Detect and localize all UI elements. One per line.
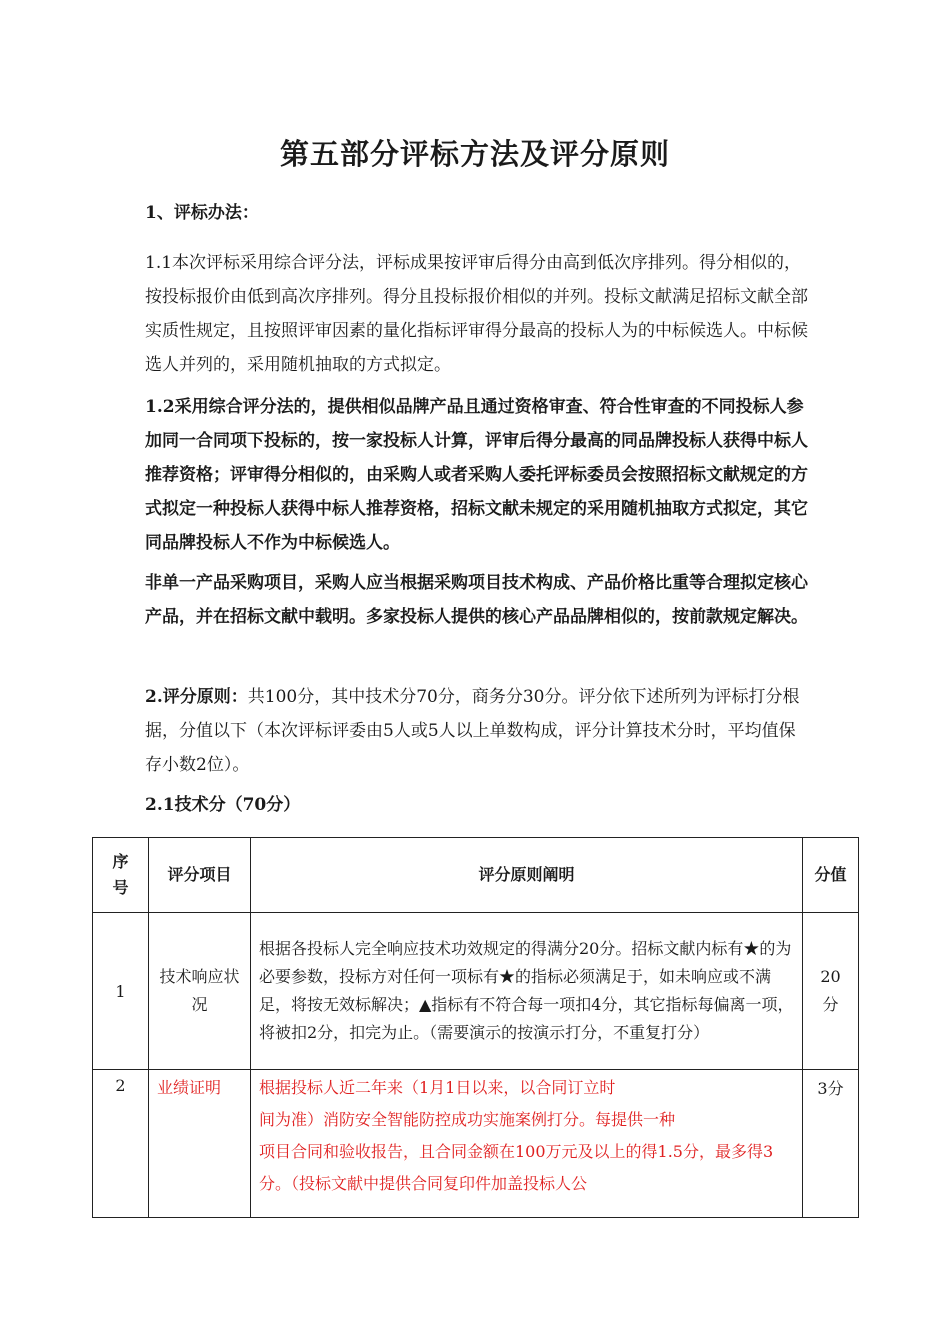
row-desc: [251, 1070, 803, 1218]
table-row: [93, 913, 859, 1070]
section-heading-1: 1、评标办法：: [145, 203, 259, 223]
scoring-principle-text: 共100分，其中技术分70分，商务分30分。评分依下述所列为评标打分根据，分值以下（本次评标评委由5人或5人以上单数构成，评分计算技术分时，平均值保存小数2位）。: [145, 687, 800, 775]
header-score: 分值: [803, 838, 859, 913]
header-seq: 序号: [93, 838, 149, 913]
technical-score-table: [92, 837, 859, 1218]
row-item: 业绩证明: [149, 1070, 251, 1218]
section-heading-2-1: 2.1技术分（70分）: [145, 795, 301, 815]
paragraph-core-product-text: 非单一产品采购项目，采购人应当根据采购项目技术构成、产品价格比重等合理拟定核心产品，并在招标文献中载明。多家投标人提供的核心产品品牌相似的，按前款规定解决。: [145, 573, 808, 627]
scoring-principle-lead: 2.评分原则：: [145, 687, 248, 707]
paragraph-scoring-principle: [145, 680, 810, 782]
row-score: 20分: [803, 913, 859, 1070]
row-seq: 2: [93, 1070, 149, 1218]
row-desc-line: 间为准）消防安全智能防控成功实施案例打分。每提供一种: [259, 1110, 676, 1129]
row-desc: 根据各投标人完全响应技术功效规定的得满分20分。招标文献内标有★的为必要参数，投标方对任何一项标有★的指标必须满足于，如未响应或不满足，将按无效标解决；▲指标有不符合每一项扣4分，其它指标每偏离一项，将被扣2分，扣完为止。（需要演示的按演示打分，不重复打分）: [251, 913, 803, 1070]
row-item: 技术响应状况: [149, 913, 251, 1070]
row-score: 3分: [803, 1070, 859, 1218]
row-desc-line: 项目合同和验收报告，且合同金额在100万元及以上的得1.5分，最多得3分。（投标文献中提供合同复印件加盖投标人公: [259, 1142, 774, 1193]
header-item: 评分项目: [149, 838, 251, 913]
table-header-row: [93, 838, 859, 913]
paragraph-1-2: [145, 390, 810, 560]
page-title: 第五部分评标方法及评分原则: [279, 137, 670, 171]
row-seq: 1: [93, 913, 149, 1070]
row-desc-line: 根据投标人近二年来（1月1日以来，以合同订立时: [259, 1078, 616, 1097]
paragraph-1-1: [145, 246, 810, 382]
paragraph-1-2-text: 1.2采用综合评分法的，提供相似品牌产品且通过资格审查、符合性审查的不同投标人参加同一合同项下投标的，按一家投标人计算，评审后得分最高的同品牌投标人获得中标人推荐资格；评审得分相似的，由采购人或者采购人委托评标委员会按照招标文献规定的方式拟定一种投标人获得中标人推荐资格，招标文献未规定的采用随机抽取方式拟定，其它同品牌投标人不作为中标候选人。: [145, 397, 808, 553]
paragraph-core-product: [145, 566, 810, 634]
paragraph-1-1-text: 1.1本次评标采用综合评分法，评标成果按评审后得分由高到低次序排列。得分相似的，按投标报价由低到高次序排列。得分且投标报价相似的并列。投标文献满足招标文献全部实质性规定，且按照评审因素的量化指标评审得分最高的投标人为的中标候选人。中标候选人并列的，采用随机抽取的方式拟定。: [145, 253, 808, 375]
table-row: [93, 1070, 859, 1218]
header-desc: 评分原则阐明: [251, 838, 803, 913]
